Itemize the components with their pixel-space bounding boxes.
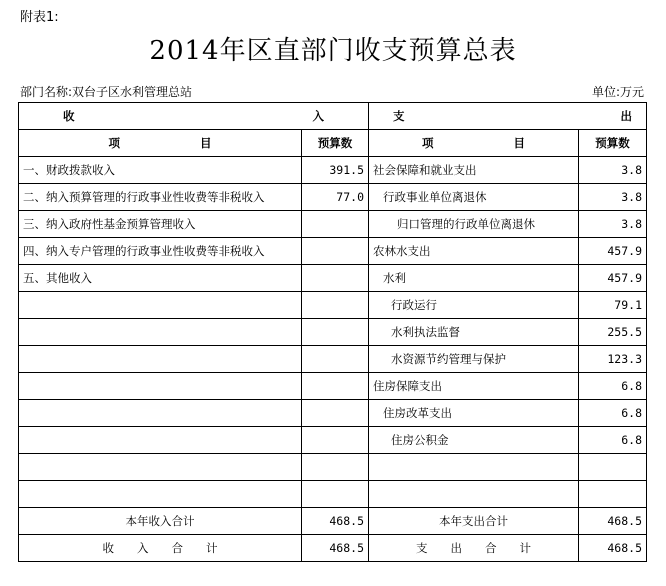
expense-item-cell: 水利执法监督 [369,319,579,346]
expense-value-cell: 3.8 [579,211,647,238]
table-row [19,481,647,508]
income-item-cell: 二、纳入预算管理的行政事业性收费等非税收入 [19,184,302,211]
income-item-cell: 三、纳入政府性基金预算管理收入 [19,211,302,238]
table-row [19,427,647,454]
table-row [19,319,647,346]
expense-item-cell: 社会保障和就业支出 [369,157,579,184]
income-item-cell [19,292,302,319]
table-row [19,346,647,373]
expense-item-header [369,130,579,157]
income-budget-header: 预算数 [302,130,369,157]
expense-item-cell: 归口管理的行政单位离退休 [369,211,579,238]
expense-value-cell: 6.8 [579,427,647,454]
table-row [19,211,647,238]
table-row [19,157,647,184]
table-row [19,454,647,481]
income-item-cell [19,481,302,508]
income-value-cell [302,346,369,373]
table-row [19,400,647,427]
expense-item-cell [369,481,579,508]
income-value-cell [302,265,369,292]
table-row [19,265,647,292]
year-income-total-label: 本年收入合计 [19,508,302,535]
expense-header-right: 出 [620,109,632,123]
expense-item-cell: 行政运行 [369,292,579,319]
table-row [19,373,647,400]
grand-total-row [19,535,647,562]
unit-value: 万元 [619,85,644,99]
expense-item-cell: 住房改革支出 [369,400,579,427]
income-item-cell: 四、纳入专户管理的行政事业性收费等非税收入 [19,238,302,265]
year-expense-total-label: 本年支出合计 [369,508,579,535]
income-grand-total-label: 收 入 合 计 [19,535,302,562]
expense-value-cell: 6.8 [579,373,647,400]
unit-label: 单位: [591,85,620,99]
attachment-label: 附表1: [20,10,59,25]
expense-grand-total-value: 468.5 [579,535,647,562]
income-item-cell [19,427,302,454]
income-item-cell: 一、财政拨款收入 [19,157,302,184]
year-total-row [19,508,647,535]
income-value-cell [302,373,369,400]
expense-value-cell: 6.8 [579,400,647,427]
totals-body [19,508,647,562]
expense-value-cell [579,481,647,508]
income-section-header [19,103,369,130]
table-row [19,292,647,319]
income-value-cell: 391.5 [302,157,369,184]
table-row [19,238,647,265]
income-item-cell [19,454,302,481]
income-value-cell [302,400,369,427]
budget-table-body [19,103,647,508]
expense-value-cell [579,454,647,481]
income-value-cell [302,454,369,481]
expense-item-header-right: 目 [513,136,525,150]
income-item-cell: 五、其他收入 [19,265,302,292]
expense-value-cell: 3.8 [579,157,647,184]
expense-value-cell: 457.9 [579,238,647,265]
income-item-header [19,130,302,157]
income-value-cell [302,292,369,319]
year-expense-total-value: 468.5 [579,508,647,535]
unit-info [592,83,644,100]
expense-item-cell: 水资源节约管理与保护 [369,346,579,373]
expense-header-left: 支 [393,109,405,123]
section-header-row [19,103,647,130]
column-header-row [19,130,647,157]
income-grand-total-value: 468.5 [302,535,369,562]
year-income-total-value: 468.5 [302,508,369,535]
income-header-right: 入 [312,109,324,123]
expense-item-cell [369,454,579,481]
expense-item-cell: 水利 [369,265,579,292]
income-item-cell [19,319,302,346]
expense-value-cell: 3.8 [579,184,647,211]
expense-budget-header: 预算数 [579,130,647,157]
expense-value-cell: 255.5 [579,319,647,346]
income-item-cell [19,400,302,427]
income-value-cell [302,481,369,508]
income-header-left: 收 [63,109,75,123]
expense-item-header-left: 项 [422,136,434,150]
income-value-cell [302,427,369,454]
income-value-cell [302,238,369,265]
expense-value-cell: 457.9 [579,265,647,292]
expense-section-header [369,103,647,130]
income-item-header-left: 项 [108,136,120,150]
expense-value-cell: 79.1 [579,292,647,319]
department-info [20,83,192,100]
page-title: 2014年区直部门收支预算总表 [149,36,517,66]
income-value-cell [302,319,369,346]
department-name: 双台子区水利管理总站 [72,85,193,99]
expense-value-cell: 123.3 [579,346,647,373]
expense-item-cell: 行政事业单位离退休 [369,184,579,211]
expense-item-cell: 农林水支出 [369,238,579,265]
income-value-cell [302,211,369,238]
department-label: 部门名称: [20,85,73,99]
income-item-header-right: 目 [200,136,212,150]
income-item-cell [19,373,302,400]
income-value-cell: 77.0 [302,184,369,211]
expense-item-cell: 住房公积金 [369,427,579,454]
income-item-cell [19,346,302,373]
expense-item-cell: 住房保障支出 [369,373,579,400]
expense-grand-total-label: 支 出 合 计 [369,535,579,562]
table-row [19,184,647,211]
budget-table [18,102,647,562]
